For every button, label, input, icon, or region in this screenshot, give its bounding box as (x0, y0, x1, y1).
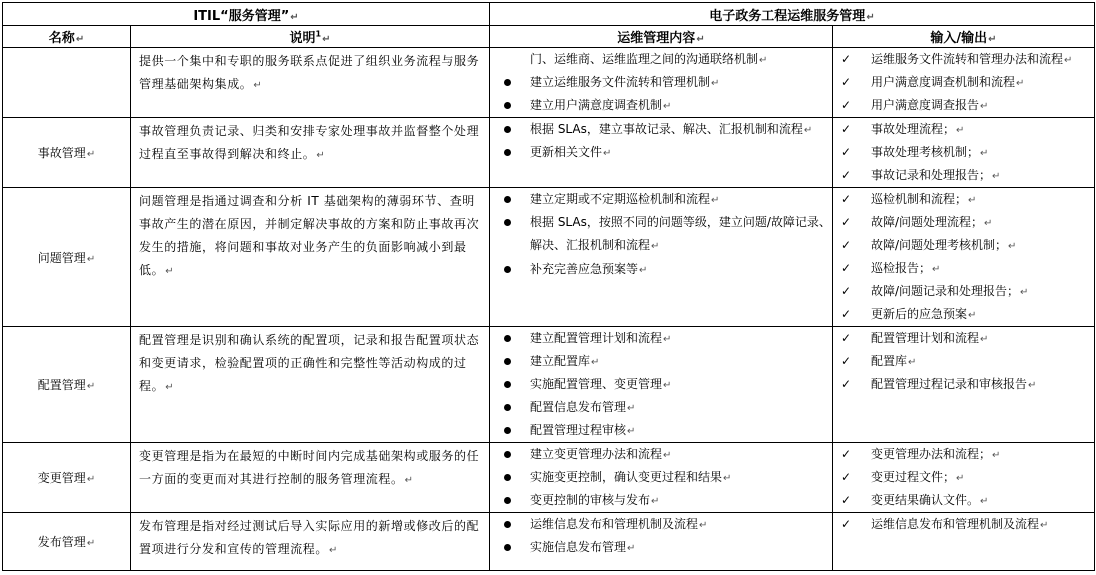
col-io-header: 输入/输出↵ (833, 26, 1095, 48)
itil-service-table (2, 2, 1095, 571)
row-content-cell (490, 188, 833, 327)
io-item: ✓ 变更结果确认文件。↵ (833, 489, 1094, 512)
bullet-icon (500, 211, 514, 234)
content-item-continued: 门、运维商、运维监理之间的沟通联络机制↵ (530, 52, 768, 66)
row-description: 发布管理是指对经过测试后导入实际应用的新增或修改后的配置项进行分发和宣传的管理流程。 (139, 519, 480, 556)
bullet-icon (500, 141, 514, 164)
io-item-text: 变更管理办法和流程； (871, 447, 992, 461)
bullet-icon (500, 94, 514, 117)
row-io-cell (833, 513, 1095, 571)
table-row (3, 48, 1095, 118)
io-item-text: 变更过程文件； (871, 470, 956, 484)
checkmark-icon: ✓ (840, 331, 852, 345)
bullet-icon (500, 466, 514, 489)
io-item: ✓ 变更管理办法和流程；↵ (833, 443, 1094, 466)
content-item-text: 补充完善应急预案等 (530, 262, 639, 276)
bullet-icon (500, 71, 514, 94)
content-item-text: 实施信息发布管理 (530, 540, 627, 554)
header-itil-label: ITIL“服务管理” (193, 8, 290, 24)
bullet-icon (500, 443, 514, 466)
row-description-cell: 发布管理是指对经过测试后导入实际应用的新增或修改后的配置项进行分发和宣传的管理流程。↵ (131, 513, 490, 571)
table-row (3, 513, 1095, 571)
row-content-cell (490, 327, 833, 443)
io-item-text: 运维服务文件流转和管理办法和流程 (871, 52, 1064, 66)
io-item: ✓ 运维信息发布和管理机制及流程↵ (833, 513, 1094, 536)
header-egov-label: 电子政务工程运维服务管理 (709, 8, 866, 24)
io-item-text: 事故记录和处理报告； (871, 168, 992, 182)
bullet-icon (500, 513, 514, 536)
row-io-cell (833, 48, 1095, 118)
row-name-cell: 事故管理↵ (3, 118, 131, 188)
header-itil: ITIL“服务管理”↵ (3, 3, 490, 26)
io-item: ✓ 故障/问题记录和处理报告；↵ (833, 280, 1094, 303)
row-content-cell (490, 513, 833, 571)
io-item-text: 变更结果确认文件。 (871, 493, 980, 507)
checkmark-icon: ✓ (840, 192, 852, 206)
checkmark-icon: ✓ (840, 261, 852, 275)
content-item: 建立运维服务文件流转和管理机制↵ (490, 71, 832, 94)
checkmark-icon: ✓ (840, 215, 852, 229)
io-item: ✓ 变更过程文件；↵ (833, 466, 1094, 489)
checkmark-icon: ✓ (840, 377, 852, 391)
io-item: ✓ 用户满意度调查机制和流程↵ (833, 71, 1094, 94)
col-content-header: 运维管理内容↵ (490, 26, 833, 48)
checkmark-icon: ✓ (840, 75, 852, 89)
row-io-cell (833, 118, 1095, 188)
row-name: 问题管理 (37, 250, 86, 265)
row-name-cell (3, 48, 131, 118)
io-item-text: 配置管理计划和流程 (871, 331, 980, 345)
content-item: 建立用户满意度调查机制↵ (490, 94, 832, 117)
content-item-text: 实施配置管理、变更管理 (530, 377, 663, 391)
checkmark-icon: ✓ (840, 284, 852, 298)
col-name-header: 名称↵ (3, 26, 131, 48)
content-item: 更新相关文件↵ (490, 141, 832, 164)
io-item-text: 用户满意度调查机制和流程 (871, 75, 1016, 89)
content-item-text: 配置管理过程审核 (530, 423, 627, 437)
io-item-text: 巡检机制和流程； (871, 192, 968, 206)
row-name-cell: 变更管理↵ (3, 443, 131, 513)
io-item-text: 事故处理流程； (871, 122, 956, 136)
row-content-cell (490, 118, 833, 188)
io-item-text: 用户满意度调查报告 (871, 98, 980, 112)
checkmark-icon: ✓ (840, 145, 852, 159)
row-description: 变更管理是指为在最短的中断时间内完成基础架构或服务的任一方面的变更而对其进行控制的服务管理流程。 (139, 449, 480, 486)
content-item-text: 建立运维服务文件流转和管理机制 (530, 75, 711, 89)
bullet-icon (500, 489, 514, 512)
io-item: ✓ 巡检机制和流程；↵ (833, 188, 1094, 211)
io-item: ✓ 故障/问题处理考核机制；↵ (833, 234, 1094, 257)
content-item: 实施配置管理、变更管理↵ (490, 373, 832, 396)
row-description: 提供一个集中和专职的服务联系点促进了组织业务流程与服务管理基础架构集成。 (139, 54, 480, 91)
checkmark-icon: ✓ (840, 354, 852, 368)
checkmark-icon: ✓ (840, 168, 852, 182)
row-name-cell: 配置管理↵ (3, 327, 131, 443)
checkmark-icon: ✓ (840, 307, 852, 321)
col-io-label: 输入/输出 (930, 31, 988, 46)
io-item-text: 运维信息发布和管理机制及流程 (871, 517, 1040, 531)
content-item-text: 变更控制的审核与发布 (530, 493, 651, 507)
row-description-cell: 事故管理负责记录、归类和安排专家处理事故并监督整个处理过程直至事故得到解决和终止。↵ (131, 118, 490, 188)
checkmark-icon: ✓ (840, 447, 852, 461)
row-name: 发布管理 (37, 535, 86, 549)
content-item-text: 建立变更管理办法和流程 (530, 447, 663, 461)
content-item: 建立配置管理计划和流程↵ (490, 327, 832, 350)
row-description: 问题管理是指通过调查和分析 IT 基础架构的薄弱环节、查明事故产生的潜在原因，并制定解决事故的方案和防止事故再次发生的措施，将问题和事故对业务产生的负面影响减小到最低。 (139, 194, 480, 277)
io-item: ✓ 配置管理过程记录和审核报告↵ (833, 373, 1094, 396)
content-item-text: 建立定期或不定期巡检机制和流程 (530, 192, 711, 206)
row-description-cell: 问题管理是指通过调查和分析 IT 基础架构的薄弱环节、查明事故产生的潜在原因，并制定解决事故的方案和防止事故再次发生的措施，将问题和事故对业务产生的负面影响减小到最低。↵ (131, 188, 490, 327)
io-item: ✓ 更新后的应急预案↵ (833, 303, 1094, 326)
io-item: ✓ 配置库↵ (833, 350, 1094, 373)
io-item: ✓ 运维服务文件流转和管理办法和流程↵ (833, 48, 1094, 71)
checkmark-icon: ✓ (840, 493, 852, 507)
content-item-text: 配置信息发布管理 (530, 400, 627, 414)
row-description-cell: 变更管理是指为在最短的中断时间内完成基础架构或服务的任一方面的变更而对其进行控制的服务管理流程。↵ (131, 443, 490, 513)
io-item-text: 事故处理考核机制； (871, 145, 980, 159)
io-item-text: 配置管理过程记录和审核报告 (871, 377, 1028, 391)
bullet-icon (500, 350, 514, 373)
checkmark-icon: ✓ (840, 517, 852, 531)
content-item-text: 建立用户满意度调查机制 (530, 98, 663, 112)
header-egov: 电子政务工程运维服务管理↵ (490, 3, 1095, 26)
io-item-text: 故障/问题处理考核机制； (871, 238, 1008, 252)
io-item: ✓ 用户满意度调查报告↵ (833, 94, 1094, 117)
row-description: 配置管理是识别和确认系统的配置项，记录和报告配置项状态和变更请求，检验配置项的正确性和完整性等活动构成的过程。 (139, 333, 480, 393)
table-row (3, 327, 1095, 443)
table-row (3, 188, 1095, 327)
checkmark-icon: ✓ (840, 238, 852, 252)
col-desc-header: 说明$^1$↵ (131, 26, 490, 48)
bullet-icon (500, 373, 514, 396)
content-item-text: 建立配置管理计划和流程 (530, 331, 663, 345)
content-item: 配置管理过程审核↵ (490, 419, 832, 442)
content-item-text: 建立配置库 (530, 354, 591, 368)
checkmark-icon: ✓ (840, 98, 852, 112)
io-item-text: 巡检报告； (871, 261, 932, 275)
bullet-icon (500, 258, 514, 281)
io-item: ✓ 配置管理计划和流程↵ (833, 327, 1094, 350)
io-item: ✓ 事故记录和处理报告；↵ (833, 164, 1094, 187)
checkmark-icon: ✓ (840, 122, 852, 136)
row-io-cell (833, 443, 1095, 513)
bullet-icon (500, 118, 514, 141)
row-content-cell (490, 48, 833, 118)
content-item: 建立配置库↵ (490, 350, 832, 373)
content-item: 实施信息发布管理↵ (490, 536, 832, 559)
content-item: 配置信息发布管理↵ (490, 396, 832, 419)
io-item: ✓ 故障/问题处理流程；↵ (833, 211, 1094, 234)
content-item: 补充完善应急预案等↵ (490, 258, 832, 281)
content-item-text: 更新相关文件 (530, 145, 603, 159)
io-item-text: 故障/问题处理流程； (871, 215, 984, 229)
checkmark-icon: ✓ (840, 470, 852, 484)
io-item-text: 更新后的应急预案 (871, 307, 968, 321)
content-item-text: 根据 SLAs，按照不同的问题等级，建立问题/故障记录、解决、汇报机制和流程 (530, 215, 831, 252)
io-item-text: 配置库 (871, 354, 908, 368)
content-item-text: 根据 SLAs，建立事故记录、解决、汇报机制和流程 (530, 122, 803, 136)
row-name-cell: 发布管理↵ (3, 513, 131, 571)
col-desc-label: 说明 (289, 31, 316, 46)
io-item: ✓ 事故处理流程；↵ (833, 118, 1094, 141)
row-description: 事故管理负责记录、归类和安排专家处理事故并监督整个处理过程直至事故得到解决和终止。 (139, 124, 480, 161)
row-io-cell (833, 188, 1095, 327)
col-content-label: 运维管理内容 (617, 31, 696, 46)
row-name: 配置管理 (37, 378, 86, 392)
bullet-icon (500, 327, 514, 350)
bullet-icon (500, 536, 514, 559)
io-item: ✓ 巡检报告；↵ (833, 257, 1094, 280)
bullet-icon (500, 419, 514, 442)
table-row (3, 118, 1095, 188)
row-description-cell: 提供一个集中和专职的服务联系点促进了组织业务流程与服务管理基础架构集成。↵ (131, 48, 490, 118)
io-item: ✓ 事故处理考核机制；↵ (833, 141, 1094, 164)
content-item: 根据 SLAs，建立事故记录、解决、汇报机制和流程↵ (490, 118, 832, 141)
io-item-text: 故障/问题记录和处理报告； (871, 284, 1020, 298)
row-name: 事故管理 (37, 146, 86, 160)
content-item: 建立变更管理办法和流程↵ (490, 443, 832, 466)
table-row (3, 443, 1095, 513)
row-name-cell: 问题管理↵ (3, 188, 131, 327)
content-item-text: 运维信息发布和管理机制及流程 (530, 517, 699, 531)
col-name-label: 名称 (48, 31, 75, 46)
content-item-text: 实施变更控制，确认变更过程和结果 (530, 470, 723, 484)
checkmark-icon: ✓ (840, 52, 852, 66)
row-io-cell (833, 327, 1095, 443)
row-description-cell: 配置管理是识别和确认系统的配置项，记录和报告配置项状态和变更请求，检验配置项的正确性和完整性等活动构成的过程。↵ (131, 327, 490, 443)
content-item: 运维信息发布和管理机制及流程↵ (490, 513, 832, 536)
bullet-icon (500, 396, 514, 419)
bullet-icon (500, 188, 514, 211)
content-item-text: 门、运维商、运维监理之间的沟通联络机制 (530, 52, 759, 66)
content-item: 根据 SLAs，按照不同的问题等级，建立问题/故障记录、解决、汇报机制和流程↵ (490, 211, 832, 258)
content-item: 变更控制的审核与发布↵ (490, 489, 832, 512)
content-item: 实施变更控制，确认变更过程和结果↵ (490, 466, 832, 489)
row-content-cell (490, 443, 833, 513)
row-name: 变更管理 (37, 471, 86, 485)
content-item: 建立定期或不定期巡检机制和流程↵ (490, 188, 832, 211)
